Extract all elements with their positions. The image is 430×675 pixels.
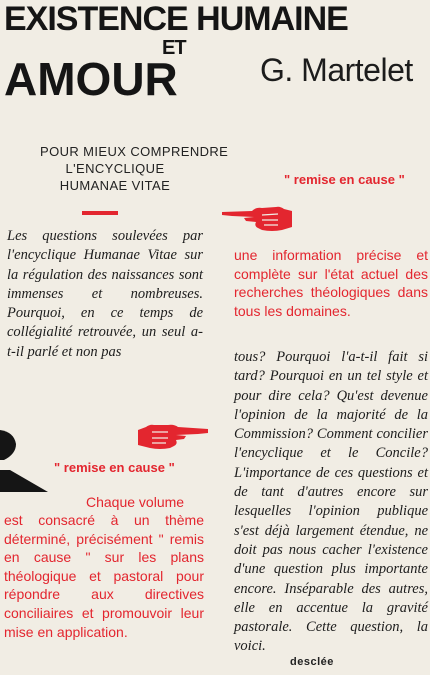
title-line-3: AMOUR [4, 53, 178, 105]
pointing-hand-icon [222, 203, 294, 233]
left-red-paragraph: est consacré à un thème déterminé, précisément " remis en cause " sur les plans théologique et pastoral pour répondre aux directives conciliaires et promouvoir leur mise en application. [4, 512, 204, 640]
subtitle-line-2: L'ENCYCLIQUE [65, 161, 165, 176]
left-italic-paragraph: Les questions soulevées par l'encyclique Humanae Vitae sur la régulation des naissances sont immenses et nombreuses. Pourquoi, en ce temps de collégialité retrouvée, un seul a-t-il parlé et non pas [7, 228, 203, 360]
remise-en-cause-middle: " remise en cause " [54, 460, 175, 475]
pointing-hand-icon [138, 421, 210, 451]
publisher-name: desclée [290, 656, 334, 668]
subtitle [40, 143, 229, 194]
author-name: G. Martelet [260, 52, 413, 88]
red-dash-divider [82, 211, 118, 215]
title-et: ET [162, 37, 186, 59]
right-red-paragraph: une information précise et complète sur l'état actuel des recherches théologiques dans tous les domaines. [234, 247, 428, 319]
black-shape-emblem [0, 430, 52, 496]
subtitle-line-3: HUMANAE VITAE [59, 178, 171, 193]
left-red-first-line: Chaque volume [86, 494, 185, 510]
title-line-1: EXISTENCE HUMAINE [4, 0, 348, 38]
remise-en-cause-top: " remise en cause " [284, 172, 405, 187]
subtitle-line-1: POUR MIEUX COMPRENDRE [40, 144, 229, 159]
right-italic-paragraph: tous? Pourquoi l'a-t-il fait si tard? Pourquoi en un tel style et pour dire cela? Qu'est devenue l'opinion de la majorité de la Commission? Comment concilier l'encyclique et le Concile? L'importance de ces questions et de tant d'autres encore sur lesquelles l'opinion publique s'est déjà largement étendue, ne doit pas nous cacher l'existence d'une question plus importante encore. Inséparable des autres, elle en accentue la gravité pastorale. Cette question, la voici. [234, 349, 428, 655]
